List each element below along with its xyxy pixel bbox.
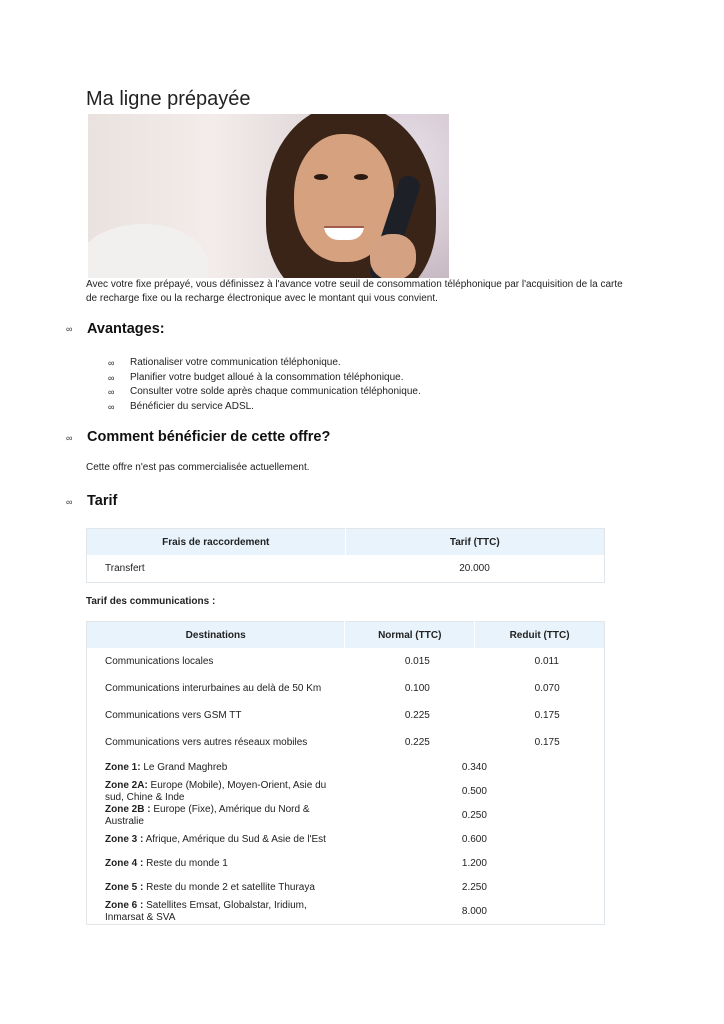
table-header-row	[87, 622, 605, 649]
table-cell: Communications locales	[105, 656, 214, 667]
table-cell: Zone 2B : Europe (Fixe), Amérique du Nord & Australie	[105, 804, 310, 827]
infinity-bullet-icon: ∞	[66, 433, 73, 443]
table-cell: Transfert	[105, 563, 145, 574]
table-cell: Zone 1: Le Grand Maghreb	[105, 762, 228, 773]
column-header: Reduit (TTC)	[475, 622, 605, 649]
comment-text: Cette offre n'est pas commercialisée actuellement.	[86, 462, 310, 473]
infinity-bullet-icon: ∞	[108, 387, 115, 397]
column-header: Tarif (TTC)	[345, 529, 604, 556]
table-row	[87, 828, 605, 852]
tarif-heading: Tarif	[87, 493, 118, 509]
communications-table	[86, 621, 605, 925]
infinity-bullet-icon: ∞	[108, 372, 115, 383]
column-header: Normal (TTC)	[345, 622, 475, 649]
table-cell: 0.015	[404, 656, 430, 667]
table-row	[87, 702, 605, 729]
table-cell: 0.225	[404, 737, 430, 748]
infinity-bullet-icon: ∞	[66, 497, 73, 507]
page-title: Ma ligne prépayée	[86, 88, 251, 110]
table-cell: 0.175	[534, 710, 560, 721]
table-cell: 0.011	[534, 656, 559, 667]
table-cell: Zone 3 : Afrique, Amérique du Sud & Asie de l'Est	[105, 834, 326, 845]
table-cell: Zone 2A: Europe (Mobile), Moyen-Orient, Asie du sud, Chine & Inde	[105, 780, 327, 803]
table-row	[87, 675, 605, 702]
woman-on-phone-photo	[88, 114, 449, 278]
table-cell: 0.175	[534, 737, 560, 748]
table-cell: 0.600	[461, 834, 487, 845]
table-cell: Communications vers autres réseaux mobiles	[105, 737, 308, 748]
table-cell: Communications interurbaines au delà de 50 Km	[105, 683, 322, 694]
list-item: ∞ Bénéficier du service ADSL.	[108, 400, 421, 415]
table-row	[87, 876, 605, 900]
table-header-row	[87, 529, 605, 556]
avantages-heading: Avantages:	[87, 321, 165, 337]
column-header: Destinations	[87, 622, 345, 649]
table-cell: 0.250	[461, 810, 487, 821]
table-cell: 8.000	[461, 906, 487, 917]
table-cell: Communications vers GSM TT	[105, 710, 242, 721]
table-cell: 0.070	[534, 683, 560, 694]
communications-subheading: Tarif des communications :	[86, 596, 216, 607]
table-cell: Zone 6 : Satellites Emsat, Globalstar, Iridium, Inmarsat & SVA	[105, 900, 307, 923]
list-item: ∞ Consulter votre solde après chaque communication téléphonique.	[108, 385, 421, 400]
column-header: Frais de raccordement	[87, 529, 346, 556]
table-cell: 0.225	[404, 710, 430, 721]
table-row	[87, 648, 605, 675]
list-item: ∞ Rationaliser votre communication téléphonique.	[108, 356, 421, 371]
table-cell: 0.100	[404, 683, 430, 694]
table-row	[87, 804, 605, 828]
infinity-bullet-icon: ∞	[108, 358, 115, 368]
intro-paragraph: Avec votre fixe prépayé, vous définissez à l'avance votre seuil de consommation téléphonique par l'acquisition de la carte de recharge fixe ou la recharge électronique avec le montant qui vous convient.	[86, 279, 623, 304]
table-cell: Zone 4 : Reste du monde 1	[105, 858, 228, 869]
list-item: ∞ Planifier votre budget alloué à la consommation téléphonique.	[108, 371, 421, 386]
comment-heading: Comment bénéficier de cette offre?	[87, 429, 331, 445]
table-cell: 0.500	[461, 786, 487, 797]
table-row	[87, 729, 605, 756]
frais-table	[86, 528, 605, 583]
table-cell: 2.250	[461, 882, 487, 893]
table-row	[87, 555, 605, 583]
table-row	[87, 756, 605, 780]
infinity-bullet-icon: ∞	[66, 324, 73, 334]
table-cell: 0.340	[461, 762, 487, 773]
table-cell: 1.200	[461, 858, 487, 869]
avantages-list	[108, 356, 421, 414]
infinity-bullet-icon: ∞	[108, 401, 115, 412]
table-row	[87, 900, 605, 925]
table-row	[87, 852, 605, 876]
table-cell: 20.000	[459, 563, 490, 574]
table-cell: Zone 5 : Reste du monde 2 et satellite Thuraya	[105, 882, 315, 893]
table-row	[87, 780, 605, 804]
